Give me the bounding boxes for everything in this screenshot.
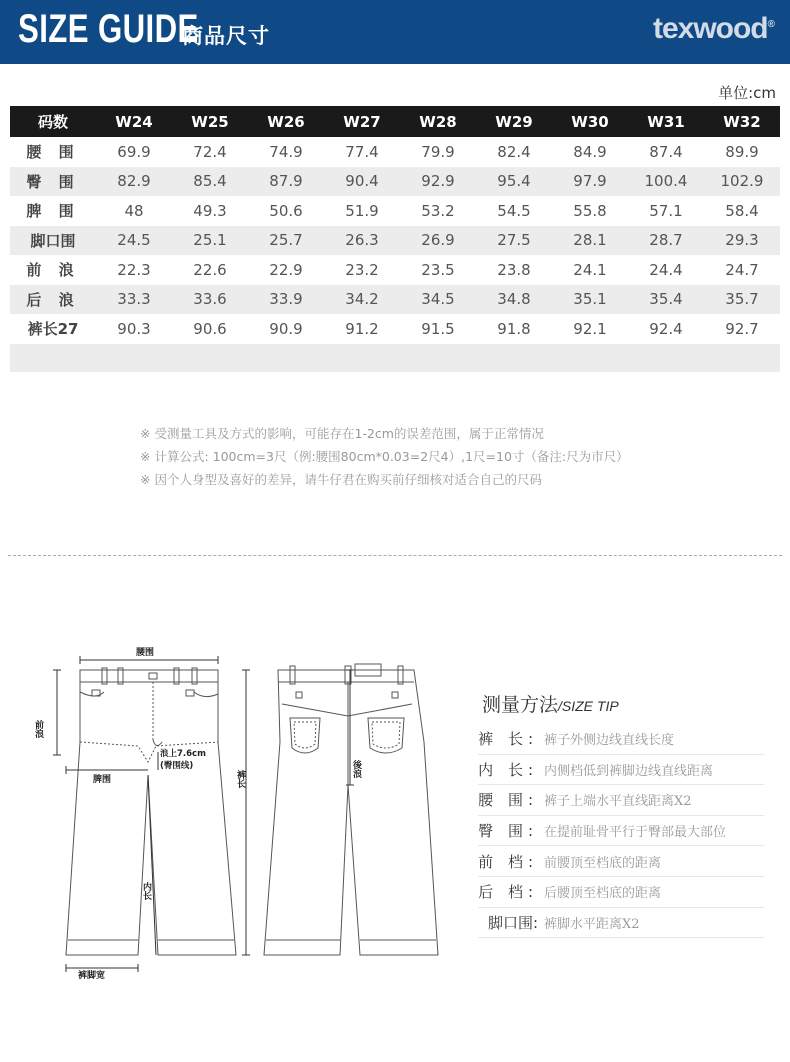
table-cell: 57.1 xyxy=(649,201,683,220)
table-cell: 97.9 xyxy=(552,167,628,197)
table-cell: 24.4 xyxy=(649,260,683,279)
row-header: 后 浪 xyxy=(10,285,96,315)
table-cell: 23.8 xyxy=(497,260,531,279)
tip-label: 内 长: xyxy=(478,760,538,779)
table-cell: 51.9 xyxy=(345,201,379,220)
column-header: W30 xyxy=(552,106,628,137)
measurement-lines xyxy=(53,656,354,972)
note-line: ※ 因个人身型及喜好的差异，请牛仔君在购买前仔细核对适合自己的尺码 xyxy=(140,472,542,487)
registered-mark: ® xyxy=(767,19,774,30)
measure-title-cn: 测量方法 xyxy=(482,694,559,716)
list-item xyxy=(478,724,764,755)
table-cell: 53.2 xyxy=(421,201,455,220)
tip-desc: 裤子上端水平直线距离X2 xyxy=(544,794,692,810)
column-header: W26 xyxy=(248,106,324,137)
column-header: W32 xyxy=(704,106,780,137)
table-cell: 28.7 xyxy=(628,226,704,256)
label-back-rise: 後浪 xyxy=(351,760,361,778)
tip-desc: 后腰顶至档底的距离 xyxy=(544,886,662,902)
table-cell: 23.5 xyxy=(421,260,455,279)
table-row xyxy=(10,285,780,315)
column-header: W28 xyxy=(400,106,476,137)
column-header: 码数 xyxy=(10,106,96,137)
tip-label: 臀 围: xyxy=(478,822,538,841)
label-hip-line: (臀围线) xyxy=(160,761,194,771)
table-cell: 85.4 xyxy=(172,167,248,197)
brand-logo-text: texwood xyxy=(652,12,768,45)
table-cell: 92.7 xyxy=(725,319,759,338)
table-cell: 25.1 xyxy=(172,226,248,256)
tip-label: 脚口围: xyxy=(487,913,538,932)
tip-label: 腰 围: xyxy=(478,791,538,810)
table-cell: 29.3 xyxy=(704,226,780,256)
tip-label: 裤 长: xyxy=(478,730,538,749)
column-header: W24 xyxy=(96,106,172,137)
table-cell: 72.4 xyxy=(193,142,227,161)
table-row xyxy=(10,167,780,197)
list-item xyxy=(478,877,764,908)
table-row xyxy=(10,137,780,167)
column-header: W29 xyxy=(476,106,552,137)
table-cell: 55.8 xyxy=(573,201,607,220)
pants-diagram xyxy=(0,630,460,990)
row-header: 脾 围 xyxy=(26,202,80,221)
table-cell: 92.4 xyxy=(649,319,683,338)
table-cell: 33.9 xyxy=(248,285,324,315)
size-table-header xyxy=(10,106,780,137)
table-cell: 87.4 xyxy=(649,142,683,161)
section-divider xyxy=(8,555,782,556)
tip-desc: 在提前耻骨平行于臀部最大部位 xyxy=(544,825,727,841)
table-cell: 35.4 xyxy=(628,285,704,315)
table-cell: 95.4 xyxy=(476,167,552,197)
list-item xyxy=(478,816,764,847)
page-title: SIZE GUIDE xyxy=(18,7,199,51)
table-cell: 34.5 xyxy=(400,285,476,315)
table-cell: 50.6 xyxy=(269,201,303,220)
list-item xyxy=(478,846,764,877)
tip-label: 后 档: xyxy=(478,883,538,902)
table-cell: 34.2 xyxy=(324,285,400,315)
measure-tips-list xyxy=(478,724,764,938)
note-line: ※ 计算公式: 100cm=3尺（例:腰围80cm*0.03=2尺4）,1尺=10寸（备注:尺为市尺） xyxy=(140,449,629,464)
table-cell: 24.7 xyxy=(725,260,759,279)
table-cell: 100.4 xyxy=(628,167,704,197)
table-cell: 82.4 xyxy=(497,142,531,161)
table-cell: 48 xyxy=(124,201,144,220)
back-pants-drawing xyxy=(264,664,438,955)
tip-desc: 裤子外侧边线直线长度 xyxy=(544,733,675,749)
table-cell: 49.3 xyxy=(193,201,227,220)
header-banner xyxy=(0,0,790,64)
table-row xyxy=(10,314,780,344)
table-cell: 24.5 xyxy=(96,226,172,256)
empty-cell xyxy=(10,344,780,372)
unit-label: 单位:cm xyxy=(718,84,776,102)
table-cell: 90.6 xyxy=(193,319,227,338)
list-item xyxy=(478,908,764,939)
table-cell: 102.9 xyxy=(704,167,780,197)
tip-desc: 裤脚水平距离X2 xyxy=(544,916,640,932)
brand-logo xyxy=(653,12,774,46)
table-cell: 33.3 xyxy=(96,285,172,315)
row-header: 腰 围 xyxy=(26,143,80,162)
table-cell: 24.1 xyxy=(573,260,607,279)
table-cell: 91.8 xyxy=(497,319,531,338)
row-header: 臀 围 xyxy=(10,167,96,197)
table-cell: 79.9 xyxy=(421,142,455,161)
table-cell: 22.9 xyxy=(269,260,303,279)
tip-label: 前 档: xyxy=(478,852,538,871)
tip-desc: 内侧档低到裤脚边线直线距离 xyxy=(544,763,714,779)
table-cell: 91.5 xyxy=(421,319,455,338)
column-header: W31 xyxy=(628,106,704,137)
table-cell: 74.9 xyxy=(269,142,303,161)
table-cell: 92.1 xyxy=(573,319,607,338)
table-cell: 22.3 xyxy=(117,260,151,279)
note-line: ※ 受测量工具及方式的影响，可能存在1-2cm的误差范围，属于正常情况 xyxy=(140,426,544,441)
list-item xyxy=(478,755,764,786)
table-cell: 92.9 xyxy=(400,167,476,197)
table-cell: 34.8 xyxy=(476,285,552,315)
row-header: 前 浪 xyxy=(26,261,80,280)
table-cell: 69.9 xyxy=(117,142,151,161)
label-hem: 裤脚宽 xyxy=(78,971,106,981)
table-cell: 26.9 xyxy=(400,226,476,256)
label-waist: 腰围 xyxy=(136,648,155,658)
table-cell: 91.2 xyxy=(345,319,379,338)
table-cell: 90.4 xyxy=(324,167,400,197)
table-cell: 90.3 xyxy=(117,319,151,338)
table-cell: 35.7 xyxy=(704,285,780,315)
tip-desc: 前腰顶至档底的距离 xyxy=(544,855,662,871)
table-cell: 58.4 xyxy=(725,201,759,220)
front-pants-drawing xyxy=(66,668,236,955)
label-rise-note: 浪上7.6cm xyxy=(160,749,206,759)
size-table xyxy=(10,106,780,372)
table-row xyxy=(10,196,780,226)
label-front-rise: 前浪 xyxy=(33,720,43,738)
notes xyxy=(140,422,629,491)
column-header: W25 xyxy=(172,106,248,137)
label-thigh: 脾围 xyxy=(93,775,112,785)
label-outseam: 裤长 xyxy=(235,770,245,788)
list-item xyxy=(478,785,764,816)
measure-method-title xyxy=(482,690,619,717)
table-cell: 23.2 xyxy=(345,260,379,279)
table-cell: 27.5 xyxy=(476,226,552,256)
page-subtitle: 商品尺寸 xyxy=(182,24,270,48)
row-header: 裤长27 xyxy=(27,320,79,339)
column-header: W27 xyxy=(324,106,400,137)
table-cell: 26.3 xyxy=(324,226,400,256)
measure-title-en: /SIZE TIP xyxy=(558,698,619,714)
table-cell: 33.6 xyxy=(172,285,248,315)
table-row xyxy=(10,226,780,256)
table-cell: 89.9 xyxy=(725,142,759,161)
table-cell: 25.7 xyxy=(248,226,324,256)
table-cell: 84.9 xyxy=(573,142,607,161)
table-cell: 35.1 xyxy=(552,285,628,315)
table-row xyxy=(10,255,780,285)
table-cell: 90.9 xyxy=(269,319,303,338)
table-cell: 54.5 xyxy=(497,201,531,220)
table-cell: 28.1 xyxy=(552,226,628,256)
table-cell: 87.9 xyxy=(248,167,324,197)
row-header: 脚口围 xyxy=(10,226,96,256)
table-row-empty xyxy=(10,344,780,372)
table-cell: 82.9 xyxy=(96,167,172,197)
table-cell: 77.4 xyxy=(345,142,379,161)
table-cell: 22.6 xyxy=(193,260,227,279)
label-inseam: 内长 xyxy=(141,882,151,900)
